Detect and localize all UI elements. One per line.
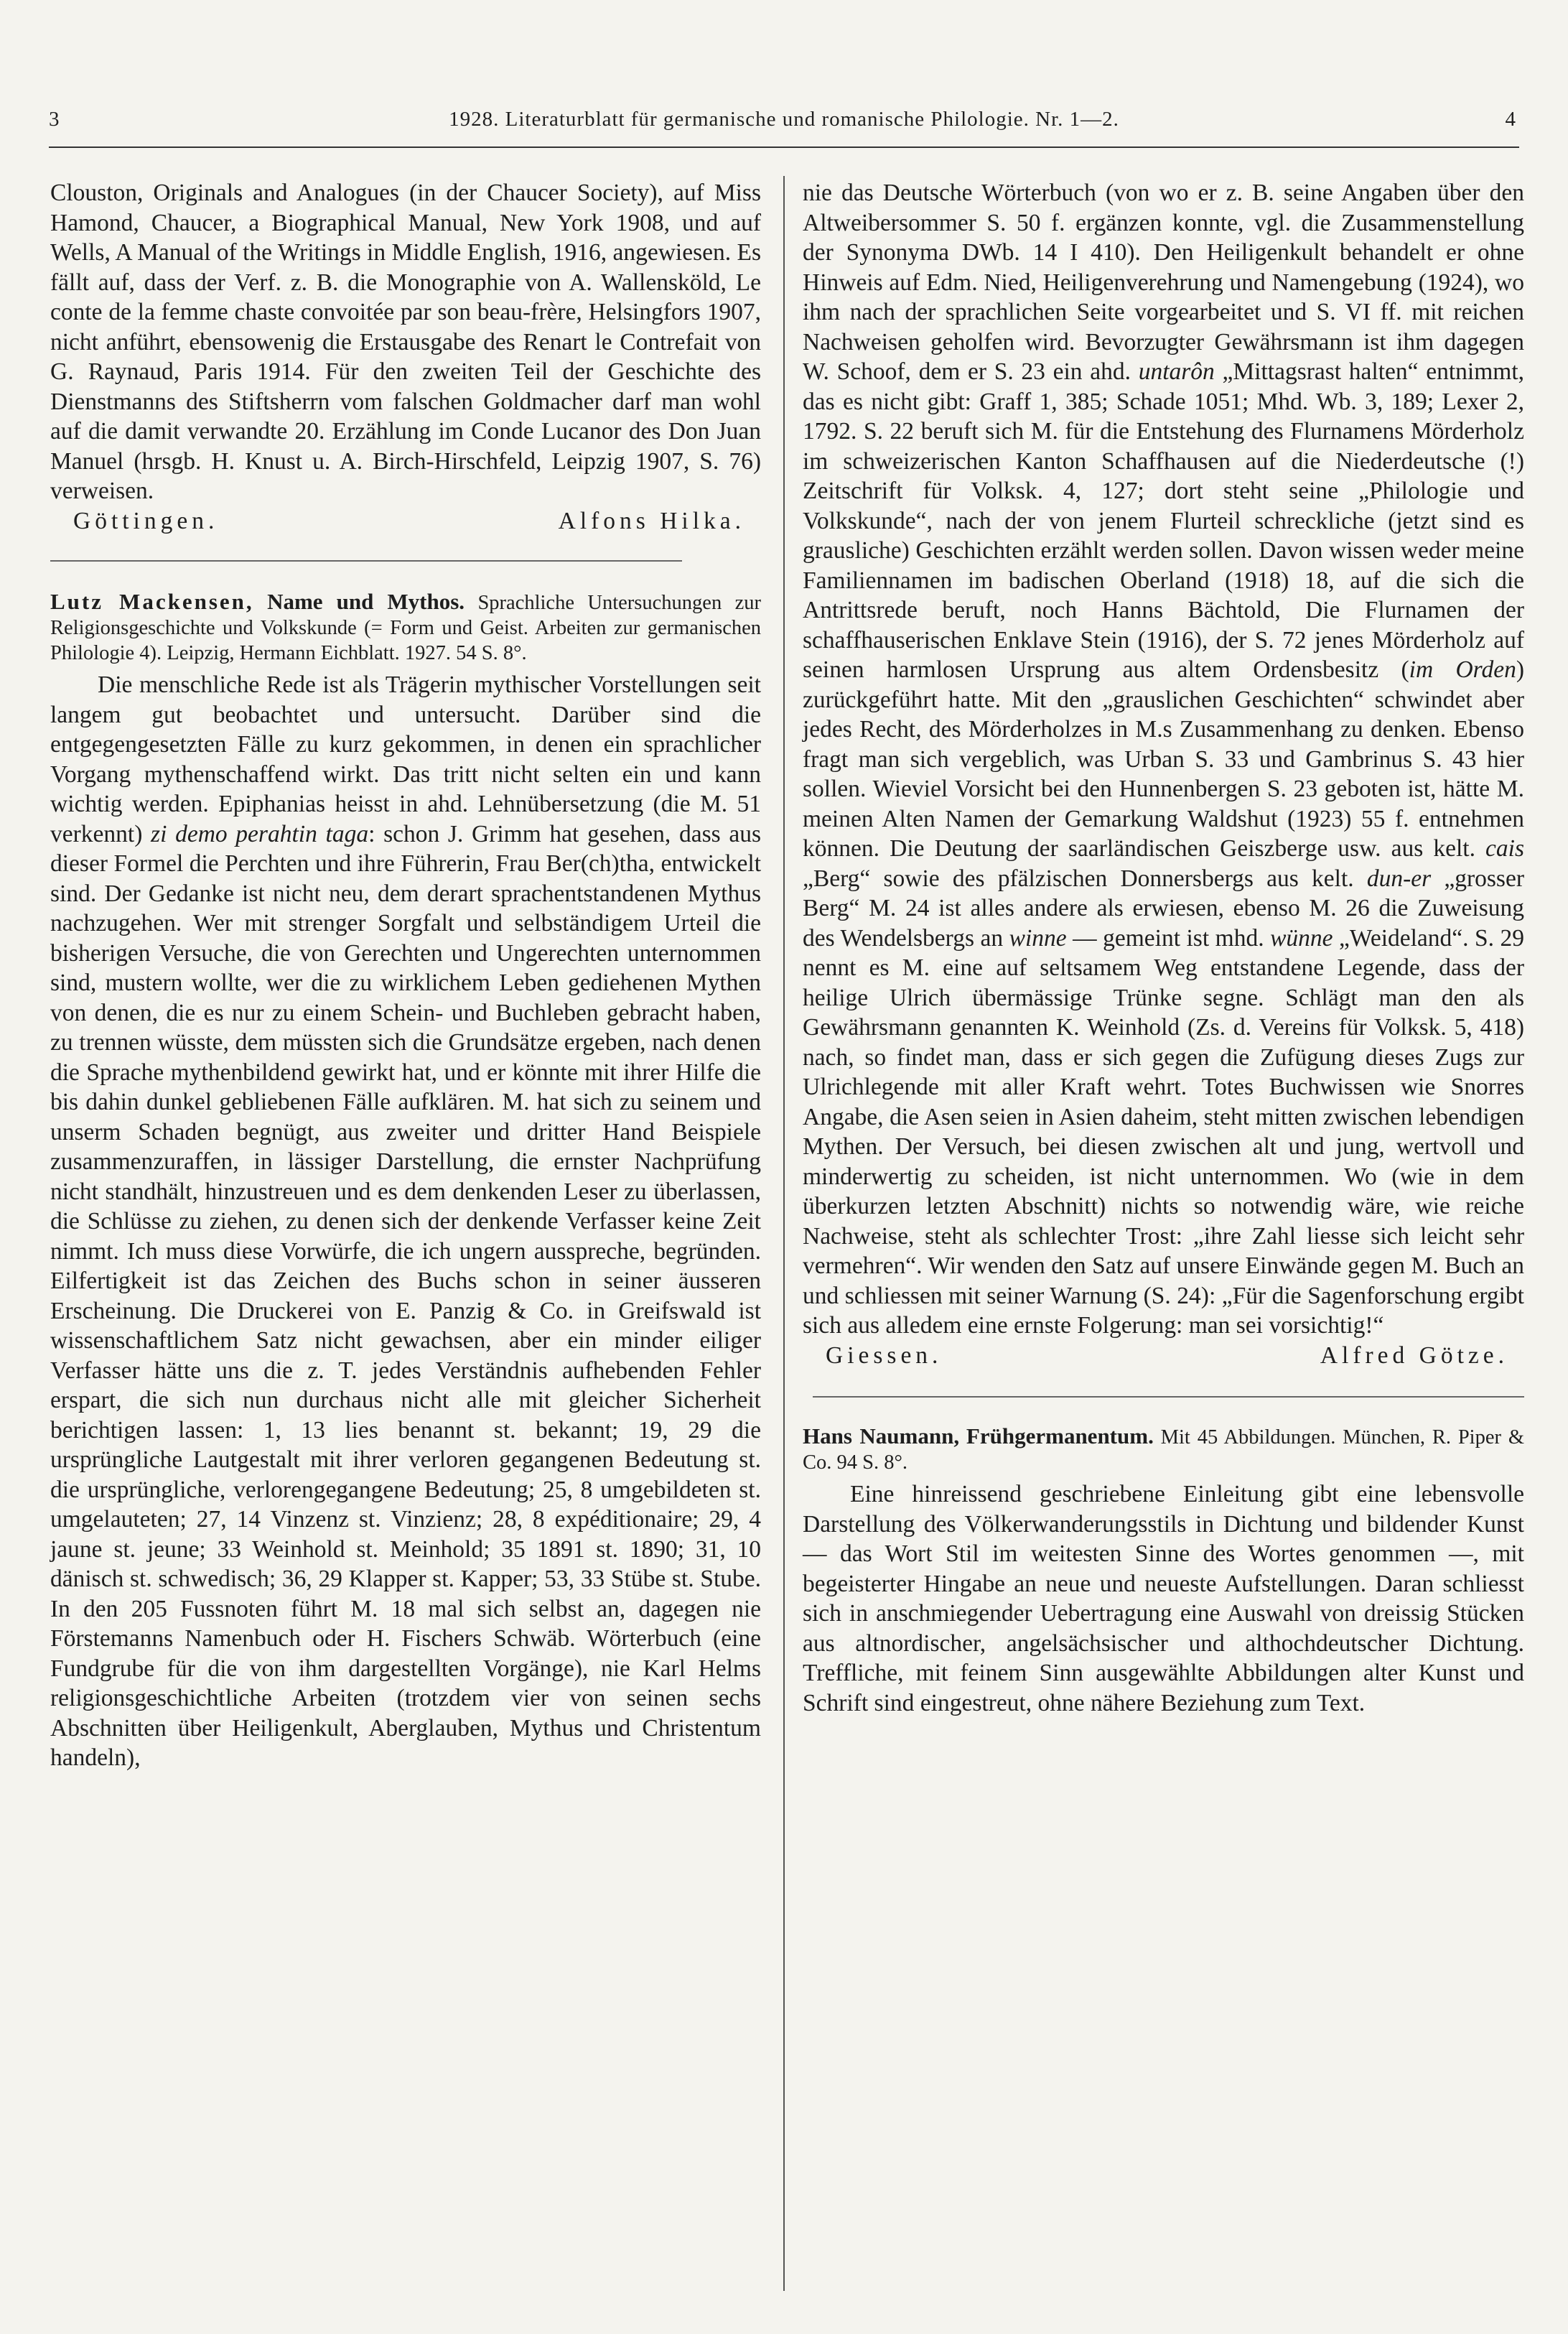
page-number-left: 3 (49, 108, 60, 131)
review-bibliography: Mit 45 Abbildungen. München, R. Piper & Co. 94 S. 8°. (803, 1426, 1524, 1474)
review-book-title: Name und Mythos. (267, 589, 465, 614)
signature-hilka (50, 506, 761, 536)
review-separator (813, 1396, 1524, 1398)
left-column (50, 178, 761, 1773)
signature-name: Alfred Götze. (1320, 1342, 1508, 1369)
page-header (43, 108, 1525, 142)
signature-goetze (803, 1341, 1524, 1371)
review-author: Hans Naumann, (803, 1423, 960, 1449)
review-author: Lutz Mackensen, (50, 589, 254, 614)
column-divider (783, 176, 785, 2291)
review-heading-mackensen (50, 589, 761, 666)
header-rule (49, 147, 1519, 148)
review-body: Eine hinreissend geschriebene Einleitung gibt eine lebensvolle Darstellung des Völkerwanderungsstils in Dichtung und bildender Kunst — das Wort Stil im weitesten Sinne des Wortes genommen —, mit begeisterter Hingabe an neue und neueste Aufstellungen. Daran schliesst sich in anschmiegender Uebertragung eine Auswahl von dreissig Stücken aus altnordischer, angelsächsischer und althochdeutscher Dichtung. Treffliche, mit feinem Sinn ausgewählte Abbildungen alter Kunst und Schrift sind eingestreut, ohne nähere Beziehung zum Text. (803, 1481, 1524, 1716)
running-title: 1928. Literaturblatt für germanische und romanische Philologie. Nr. 1—2. (449, 108, 1119, 131)
signature-place: Giessen. (826, 1342, 943, 1369)
review-continuation: Clouston, Originals and Analogues (in der Chaucer Society), auf Miss Hamond, Chaucer, a Biographical Manual, New York 1908, und auf Wells, A Manual of the Writings in Middle English, 1916, angewiesen. Es fällt auf, dass der Verf. z. B. die Monographie von A. Wallensköld, Le conte de la femme chaste convoitée par son beau-frère, Helsingfors 1907, nicht anführt, ebensowenig die Erstausgabe des Renart le Contrefait von G. Raynaud, Paris 1914. Für den zweiten Teil der Geschichte des Dienstmanns des Stiftsherrn vom falschen Goldmacher darf man wohl auf die damit verwandte 20. Erzählung im Conde Lucanor des Don Juan Manuel (hrsgb. H. Knust u. A. Birch-Hirschfeld, Leipzig 1907, S. 76) verweisen. (50, 180, 761, 504)
review-separator (50, 560, 682, 562)
review-body: Die menschliche Rede ist als Trägerin mythischer Vorstellungen seit langem gut beobachtet und untersucht. Darüber sind die entgegengesetzten Fälle zu kurz gekommen, in denen ein sprachlicher Vorgang mythenschaffend wirkt. Das tritt nicht selten ein und kann wichtig werden. Epiphanias heisst in ahd. Lehnübersetzung (die M. 51 verkennt) zi demo perahtin taga: schon J. Grimm hat gesehen, dass aus dieser Formel die Perchten und ihre Führerin, Frau Ber(ch)tha, entwickelt sind. Der Gedanke ist nicht neu, dem derart sprachentstandenen Mythus nachzugehen. Wer mit strenger Sorgfalt und selbständigem Urteil die bisherigen Versuche, die von Gerechten und Ungerechten unternommen sind, mustern wollte, wer die zu wirklichem Leben gediehenen Mythen von denen, die es nur zu einem Schein- und Buchleben gebracht haben, zu trennen wüsste, dem müssten sich die Grundsätze ergeben, nach denen die Sprache mythenbildend gewirkt hat, und er könnte mit ihrer Hilfe die bis dahin dunkel gebliebenen Fälle aufklären. M. hat sich zu seinem und unserm Schaden begnügt, aus zweiter und dritter Hand Beispiele zusammenzuraffen, in lässiger Darstellung, die ernster Nachprüfung nicht standhält, hinzustreuen und es dem denkenden Leser zu überlassen, die Schlüsse zu ziehen, zu denen sich der denkende Verfasser keine Zeit nimmt. Ich muss diese Vorwürfe, die ich ungern ausspreche, begründen. Eilfertigkeit ist das Zeichen des Buchs schon in seiner äusseren Erscheinung. Die Druckerei von E. Panzig & Co. in Greifswald ist wissenschaftlichem Satz nicht gewachsen, aber ein minder eiliger Verfasser hätte uns die z. T. jedes Verständnis aufhebenden Fehler erspart, die sich nun durchaus nicht alle mit gleicher Sicherheit berichtigen lassen: 1, 13 lies benannt st. bekannt; 19, 29 die ursprüngliche Lautgestalt mit ihrer verloren gegangenen Bedeutung st. die ursprüngliche, verlorengegangene Bedeutung; 25, 8 umgebildeten st. umgelauteten; 27, 14 Vinzenz st. Vinzienz; 28, 8 expéditionaire; 29, 4 jaune st. jeune; 33 Weinhold st. Meinhold; 35 1891 st. 1890; 31, 10 dänisch st. schwedisch; 36, 29 Klapper st. Kapper; 53, 33 Stübe st. Stube. In den 205 Fussnoten führt M. 18 mal sich selbst an, dagegen nie Förstemanns Namenbuch oder H. Fischers Schwäb. Wörterbuch (eine Fundgrube für die von ihm dargestellten Vorgänge), nie Karl Helms religionsgeschichtliche Arbeiten (trotzdem vier von seinen sechs Abschnitten über Heiligenkult, Aberglauben, Mythus und Christentum handeln), (50, 671, 762, 1771)
review-book-title: Frühgermanentum. (966, 1423, 1154, 1449)
signature-name: Alfons Hilka. (558, 507, 745, 534)
page-number-right: 4 (1505, 108, 1516, 131)
review-heading-naumann (803, 1423, 1524, 1475)
signature-place: Göttingen. (73, 507, 219, 534)
review-continuation: nie das Deutsche Wörterbuch (von wo er z. B. seine Angaben über den Altweibersommer S. 50 f. ergänzen konnte, vgl. die Zusammenstellung der Synonyma DWb. 14 I 410). Den Heiligenkult behandelt er ohne Hinweis auf Edm. Nied, Heiligenverehrung und Namengebung (1924), wo ihm nach der sprachlichen Seite vorgearbeitet und S. VI ff. mit reichen Nachweisen geholfen wird. Bevorzugter Gewährsmann ist ihm dagegen W. Schoof, dem er S. 23 ein ahd. untarôn „Mittagsrast halten“ entnimmt, das es nicht gibt: Graff 1, 385; Schade 1051; Mhd. Wb. 3, 189; Lexer 2, 1792. S. 22 beruft sich M. für die Entstehung des Flurnamens Mörderholz im schweizerischen Kanton Schaffhausen auf die Niederdeutsche (!) Zeitschrift für Volksk. 4, 127; dort steht seine „Philologie und Volkskunde“, nach der von jenem Flurteil schreckliche (jetzt sind es grausliche) Geschichten erzählt werden sollen. Davon wissen weder meine Familiennamen im badischen Oberland (1918) 18, auf die sich die Antrittsrede beruft, noch Hanns Bächtold, Die Flurnamen der schaffhauserischen Enklave Stein (1916), der S. 72 jenes Mörderholz auf seinen harmlosen Ursprung aus altem Ordensbesitz (im Orden) zurückgeführt hatte. Mit den „grauslichen Geschichten“ schwindet aber jedes Recht, des Mörderholzes in M.s Zusammenhang zu denken. Ebenso fragt man sich vergeblich, was Urban S. 33 und Gambrinus S. 43 hier sollen. Wieviel Vorsicht bei den Hunnenbergen S. 23 geboten ist, hätte M. meinen Alten Namen der Gemarkung Waldshut (1923) 55 f. entnehmen können. Die Deutung der saarländischen Geiszberge usw. aus kelt. cais „Berg“ sowie des pfälzischen Donnersbergs aus kelt. dun-er „grosser Berg“ M. 24 ist alles andere als erwiesen, ebenso M. 26 die Zuweisung des Wendelsbergs an winne — gemeint ist mhd. wünne „Weideland“. S. 29 nennt es M. eine auf seltsamem Weg entstandene Legende, dass der heilige Ulrich übermässige Trünke segne. Schlägt man den als Gewährsmann genannten K. Weinhold (Zs. d. Vereins für Volksk. 5, 418) nach, so findet man, dass er sich gegen die Zufügung dieses Zugs zur Ulrichlegende mit aller Kraft wehrt. Totes Buchwissen wie Snorres Angabe, die Asen seien in Asien daheim, steht mitten zwischen lebendigen Mythen. Der Versuch, bei diesen zwischen alt und jung, wertvoll und minderwertig zu scheiden, ist nicht unternommen. Wo (wie in dem überkurzen letzten Abschnitt) nichts so notwendig wäre, wie reiche Nachweise, steht als schlechter Trost: „ihre Zahl liesse sich leicht sehr vermehren“. Wir wenden den Satz auf unsere Einwände gegen M. Buch an und schliessen mit seiner Warnung (S. 24): „Für die Sagenforschung ergibt sich aus alledem eine ernste Folgerung: man sei vorsichtig!“ (803, 180, 1525, 1339)
review-bibliography: Sprachliche Untersuchungen zur Religionsgeschichte und Volkskunde (= Form und Geist. Arbeiten zur germanischen Philologie 4). Leipzig, Hermann Eichblatt. 1927. 54 S. 8°. (50, 592, 762, 664)
right-column (803, 178, 1524, 1718)
